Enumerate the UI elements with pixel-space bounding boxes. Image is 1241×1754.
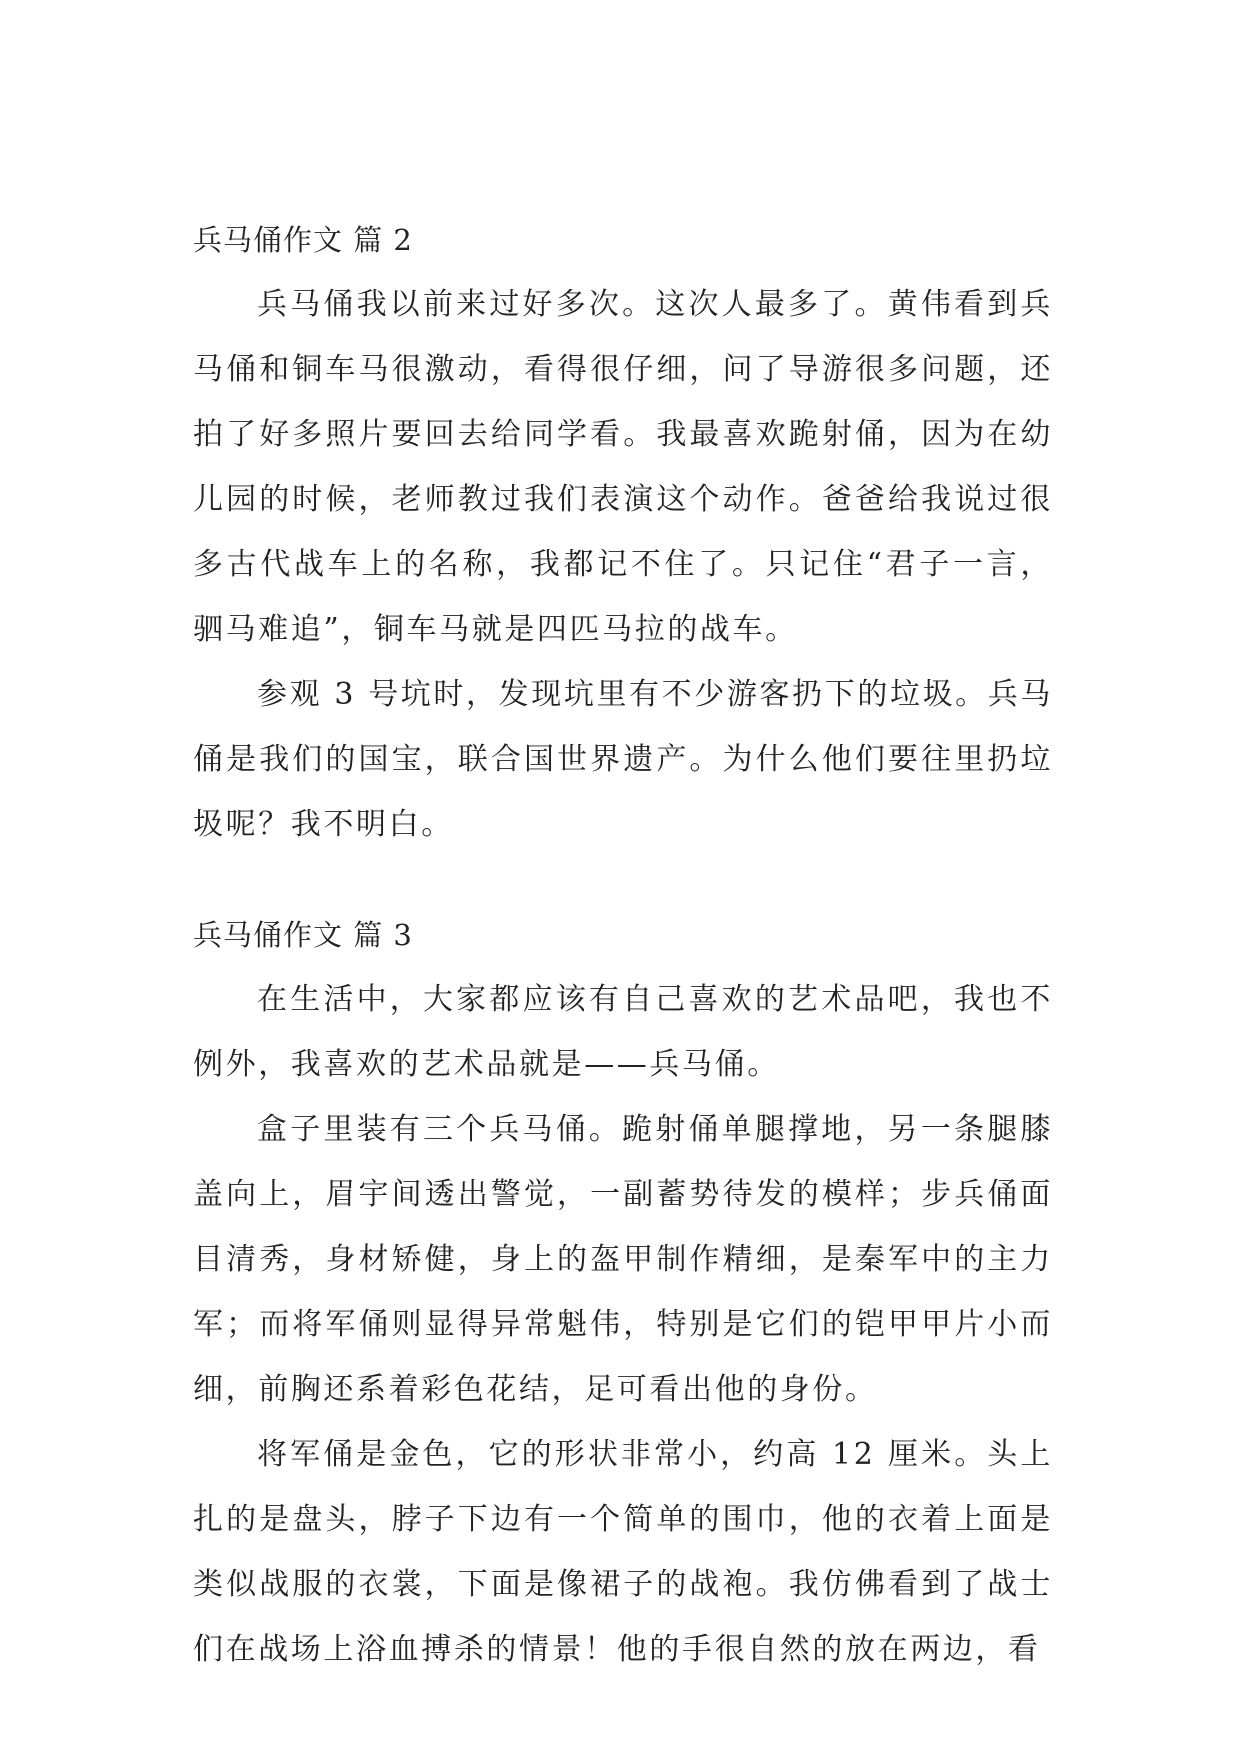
paragraph: 将军俑是金色，它的形状非常小，约高 12 厘米。头上扎的是盘头，脖子下边有一个简单的围巾，他的衣着上面是类似战服的衣裳，下面是像裙子的战袍。我仿佛看到了战士们在战场上浴血搏杀的情景！他的手很自然的放在两边，看 [193, 1437, 1053, 1667]
section-title: 兵马俑作文 篇 2 [193, 223, 413, 257]
essay-section-2 [193, 220, 1053, 857]
paragraph: 兵马俑我以前来过好多次。这次人最多了。黄伟看到兵马俑和铜车马很激动，看得很仔细，问了导游很多问题，还拍了好多照片要回去给同学看。我最喜欢跪射俑，因为在幼儿园的时候，老师教过我们表演这个动作。爸爸给我说过很多古代战车上的名称，我都记不住了。只记住“君子一言，驷马难追”，铜车马就是四匹马拉的战车。 [193, 287, 1053, 647]
paragraph: 盒子里装有三个兵马俑。跪射俑单腿撑地，另一条腿膝盖向上，眉宇间透出警觉，一副蓄势待发的模样；步兵俑面目清秀，身材矫健，身上的盔甲制作精细，是秦军中的主力军；而将军俑则显得异常魁伟，特别是它们的铠甲甲片小而细，前胸还系着彩色花结，足可看出他的身份。 [193, 1112, 1053, 1407]
section-title: 兵马俑作文 篇 3 [193, 918, 413, 952]
paragraph: 在生活中，大家都应该有自己喜欢的艺术品吧，我也不例外，我喜欢的艺术品就是——兵马俑。 [193, 982, 1053, 1082]
document-page [193, 220, 1053, 1682]
paragraph: 参观 3 号坑时，发现坑里有不少游客扔下的垃圾。兵马俑是我们的国宝，联合国世界遗产。为什么他们要往里扔垃圾呢？我不明白。 [193, 677, 1053, 842]
essay-section-3 [193, 915, 1053, 1682]
